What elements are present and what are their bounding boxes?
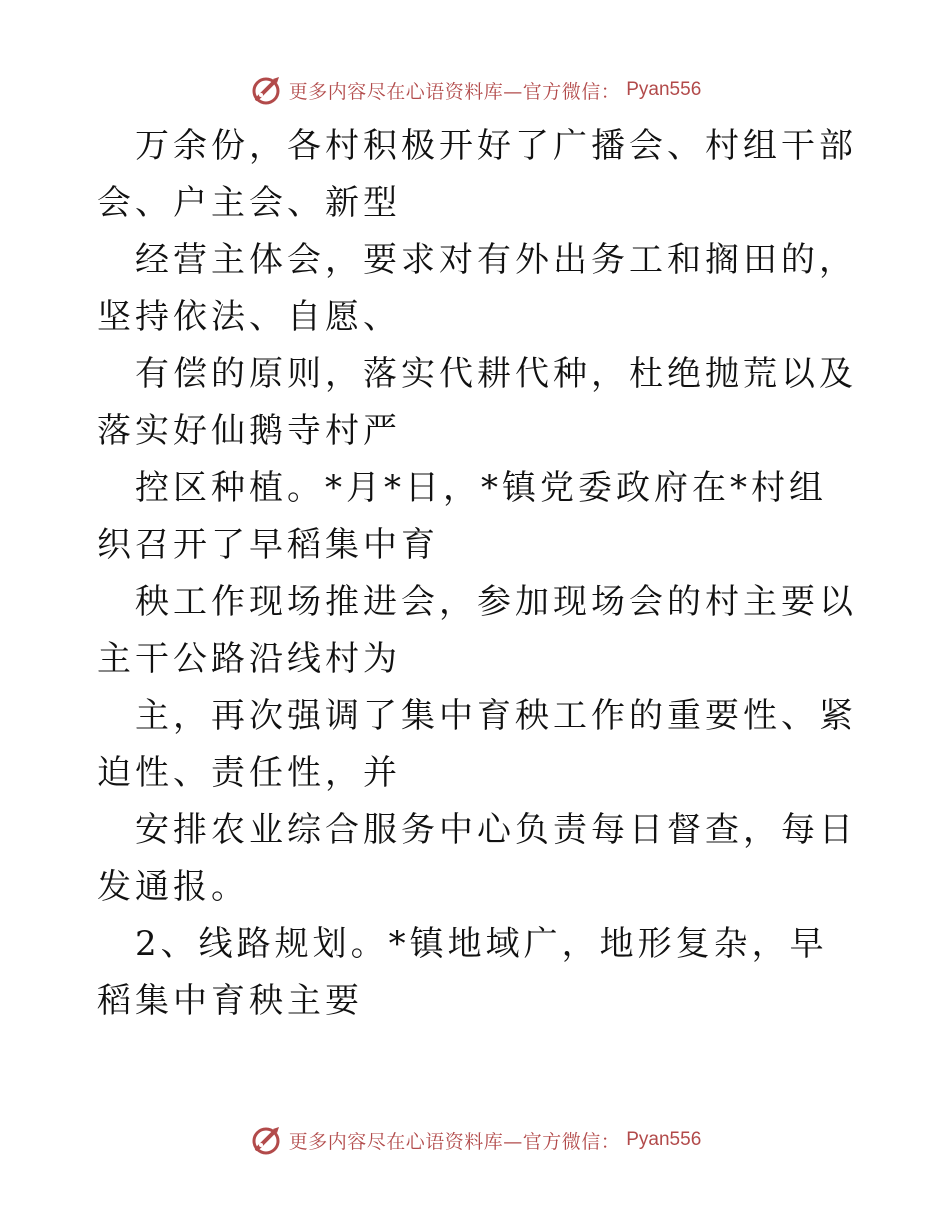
footer-watermark-text: 更多内容尽在心语资料库—官方微信： <box>288 1130 621 1153</box>
body-paragraph: 控区种植。*月*日，*镇党委政府在*村组织召开了早稻集中育 <box>97 468 827 565</box>
body-paragraph: 万余份，各村积极开好了广播会、村组干部会、户主会、新型 <box>97 126 857 223</box>
footer-watermark-banner <box>0 1120 950 1160</box>
body-paragraph: 经营主体会，要求对有外出务工和搁田的，坚持依法、自愿、 <box>97 240 857 337</box>
header-watermark-contact: Pyan556 <box>626 79 702 100</box>
header-watermark-text: 更多内容尽在心语资料库—官方微信： <box>288 80 621 103</box>
footer-watermark-contact: Pyan556 <box>626 1129 702 1150</box>
red-pen-logo-icon <box>249 1123 283 1157</box>
body-paragraph: 有偿的原则，落实代耕代种，杜绝抛荒以及落实好仙鹅寺村严 <box>97 354 857 451</box>
header-watermark-banner <box>0 70 950 110</box>
body-paragraph: 秧工作现场推进会，参加现场会的村主要以主干公路沿线村为 <box>97 582 857 679</box>
red-pen-logo-icon <box>249 73 283 107</box>
document-body <box>97 118 857 1030</box>
body-paragraph: 主，再次强调了集中育秧工作的重要性、紧迫性、责任性，并 <box>97 696 857 793</box>
body-paragraph: 安排农业综合服务中心负责每日督查，每日发通报。 <box>97 810 857 907</box>
body-paragraph: 2、线路规划。*镇地域广，地形复杂，早稻集中育秧主要 <box>97 924 828 1021</box>
